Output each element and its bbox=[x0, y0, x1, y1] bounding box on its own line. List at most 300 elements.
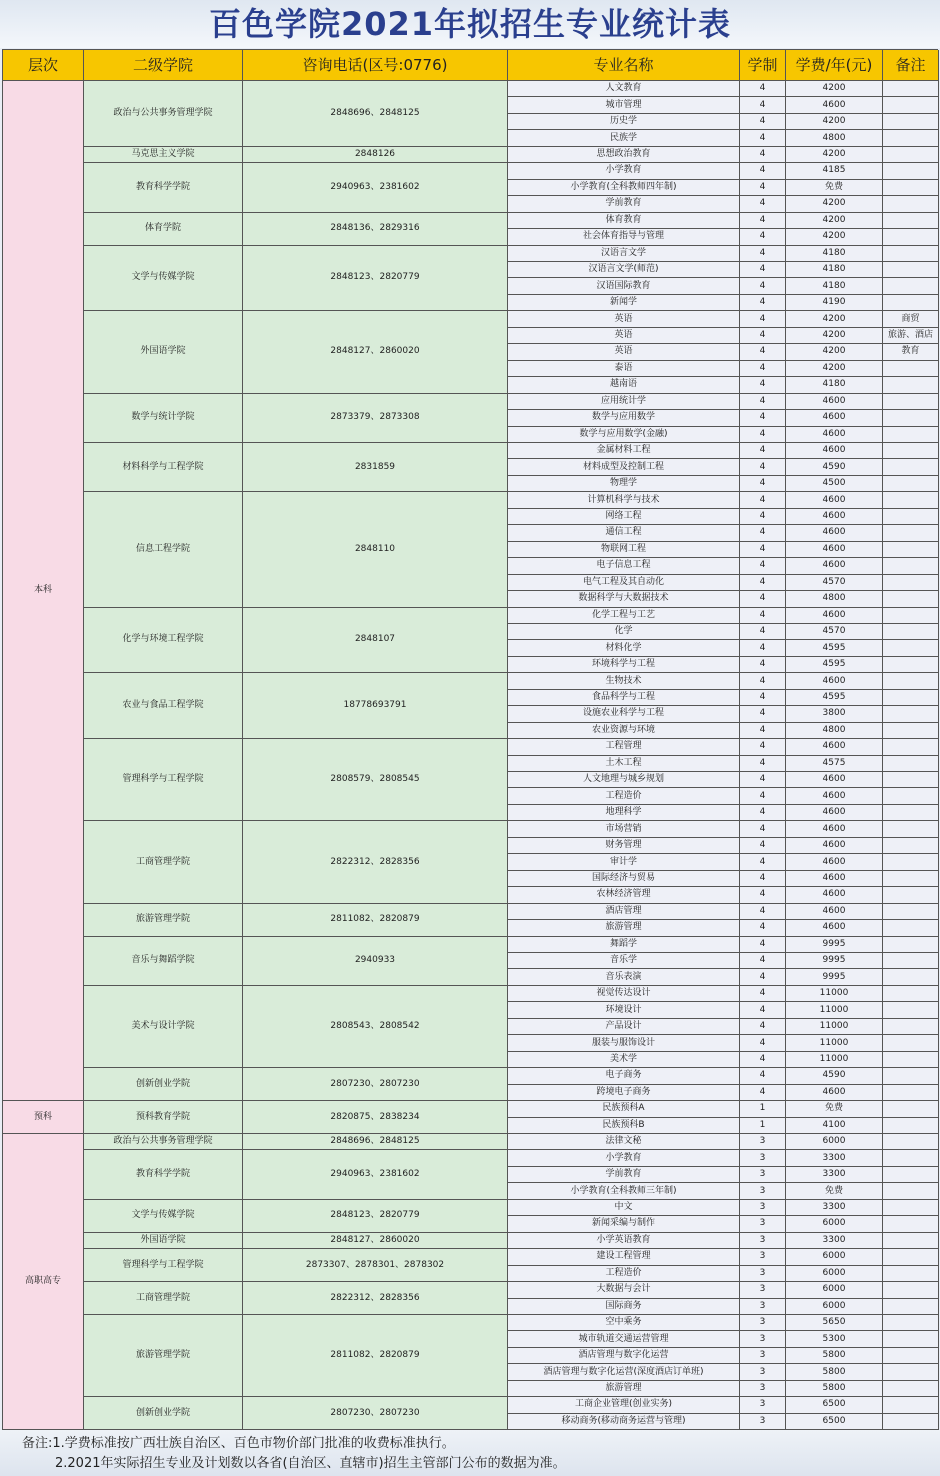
years-cell: 4 bbox=[740, 344, 786, 360]
major-cell: 环境设计 bbox=[508, 1002, 740, 1018]
years-cell: 4 bbox=[740, 278, 786, 294]
fee-cell: 4575 bbox=[786, 756, 883, 772]
phone-cell: 2848123、2820779 bbox=[243, 1200, 508, 1233]
major-cell: 数学与应用数学(金融) bbox=[508, 427, 740, 443]
major-cell: 小学教育(全科教师三年制) bbox=[508, 1183, 740, 1199]
fee-cell: 6000 bbox=[786, 1282, 883, 1298]
years-cell: 4 bbox=[740, 1035, 786, 1051]
years-cell: 4 bbox=[740, 163, 786, 179]
years-cell: 4 bbox=[740, 476, 786, 492]
major-cell: 审计学 bbox=[508, 854, 740, 870]
note-cell bbox=[883, 723, 939, 739]
fee-cell: 4600 bbox=[786, 492, 883, 508]
college-cell: 马克思主义学院 bbox=[84, 147, 243, 163]
header-phone: 咨询电话(区号:0776) bbox=[243, 50, 508, 81]
years-cell: 3 bbox=[740, 1299, 786, 1315]
major-cell: 市场营销 bbox=[508, 821, 740, 837]
years-cell: 4 bbox=[740, 394, 786, 410]
fee-cell: 4200 bbox=[786, 344, 883, 360]
fee-cell: 4600 bbox=[786, 739, 883, 755]
major-cell: 旅游管理 bbox=[508, 920, 740, 936]
major-cell: 视觉传达设计 bbox=[508, 986, 740, 1002]
fee-cell: 4200 bbox=[786, 196, 883, 212]
fee-cell: 4200 bbox=[786, 311, 883, 327]
note-cell bbox=[883, 180, 939, 196]
note-cell bbox=[883, 410, 939, 426]
fee-cell: 4600 bbox=[786, 805, 883, 821]
years-cell: 4 bbox=[740, 937, 786, 953]
note-2: 2.2021年实际招生专业及计划数以各省(自治区、直辖市)招生主管部门公布的数据为准。 bbox=[55, 1456, 566, 1471]
years-cell: 4 bbox=[740, 920, 786, 936]
years-cell: 4 bbox=[740, 525, 786, 541]
major-cell: 酒店管理与数字化运营 bbox=[508, 1348, 740, 1364]
note-cell bbox=[883, 427, 939, 443]
college-cell: 工商管理学院 bbox=[84, 1282, 243, 1315]
fee-cell: 6500 bbox=[786, 1397, 883, 1413]
fee-cell: 6000 bbox=[786, 1134, 883, 1150]
major-cell: 英语 bbox=[508, 311, 740, 327]
note-cell bbox=[883, 805, 939, 821]
years-cell: 4 bbox=[740, 311, 786, 327]
college-cell: 管理科学与工程学院 bbox=[84, 739, 243, 821]
college-cell: 政治与公共事务管理学院 bbox=[84, 1134, 243, 1150]
note-cell bbox=[883, 887, 939, 903]
years-cell: 4 bbox=[740, 673, 786, 689]
years-cell: 4 bbox=[740, 196, 786, 212]
note-cell bbox=[883, 1233, 939, 1249]
fee-cell: 4600 bbox=[786, 772, 883, 788]
fee-cell: 4600 bbox=[786, 394, 883, 410]
fee-cell: 4200 bbox=[786, 147, 883, 163]
college-cell: 旅游管理学院 bbox=[84, 1315, 243, 1397]
major-cell: 汉语言文学 bbox=[508, 246, 740, 262]
phone-cell: 2808543、2808542 bbox=[243, 986, 508, 1068]
note-cell bbox=[883, 1035, 939, 1051]
note-cell bbox=[883, 953, 939, 969]
years-cell: 4 bbox=[740, 443, 786, 459]
years-cell: 4 bbox=[740, 690, 786, 706]
phone-cell: 2822312、2828356 bbox=[243, 821, 508, 903]
note-cell: 旅游、酒店 bbox=[883, 328, 939, 344]
fee-cell: 免费 bbox=[786, 1101, 883, 1117]
years-cell: 3 bbox=[740, 1266, 786, 1282]
major-cell: 汉语言文学(师范) bbox=[508, 262, 740, 278]
college-cell: 创新创业学院 bbox=[84, 1397, 243, 1430]
years-cell: 4 bbox=[740, 608, 786, 624]
note-cell bbox=[883, 1101, 939, 1117]
fee-cell: 4180 bbox=[786, 246, 883, 262]
note-cell bbox=[883, 1249, 939, 1265]
note-cell bbox=[883, 114, 939, 130]
fee-cell: 4200 bbox=[786, 81, 883, 97]
major-cell: 生物技术 bbox=[508, 673, 740, 689]
years-cell: 3 bbox=[740, 1183, 786, 1199]
years-cell: 4 bbox=[740, 591, 786, 607]
major-cell: 国际经济与贸易 bbox=[508, 871, 740, 887]
note-cell bbox=[883, 1414, 939, 1430]
phone-cell: 2811082、2820879 bbox=[243, 904, 508, 937]
note-cell bbox=[883, 591, 939, 607]
major-cell: 民族预科B bbox=[508, 1118, 740, 1134]
college-cell: 创新创业学院 bbox=[84, 1068, 243, 1101]
header-years: 学制 bbox=[740, 50, 786, 81]
years-cell: 3 bbox=[740, 1414, 786, 1430]
fee-cell: 4180 bbox=[786, 377, 883, 393]
note-cell bbox=[883, 657, 939, 673]
years-cell: 4 bbox=[740, 1002, 786, 1018]
major-cell: 小学教育 bbox=[508, 163, 740, 179]
note-cell bbox=[883, 196, 939, 212]
fee-cell: 6000 bbox=[786, 1249, 883, 1265]
fee-cell: 4600 bbox=[786, 558, 883, 574]
major-cell: 金属材料工程 bbox=[508, 443, 740, 459]
years-cell: 4 bbox=[740, 492, 786, 508]
note-cell bbox=[883, 1183, 939, 1199]
note-cell bbox=[883, 986, 939, 1002]
years-cell: 4 bbox=[740, 854, 786, 870]
note-cell bbox=[883, 295, 939, 311]
fee-cell: 4600 bbox=[786, 97, 883, 113]
major-cell: 小学英语教育 bbox=[508, 1233, 740, 1249]
college-cell: 外国语学院 bbox=[84, 311, 243, 393]
college-cell: 外国语学院 bbox=[84, 1233, 243, 1249]
years-cell: 4 bbox=[740, 114, 786, 130]
fee-cell: 5650 bbox=[786, 1315, 883, 1331]
note-cell bbox=[883, 1348, 939, 1364]
phone-cell: 2940933 bbox=[243, 937, 508, 986]
note-cell bbox=[883, 130, 939, 146]
years-cell: 4 bbox=[740, 81, 786, 97]
years-cell: 3 bbox=[740, 1200, 786, 1216]
major-cell: 物理学 bbox=[508, 476, 740, 492]
fee-cell: 4600 bbox=[786, 427, 883, 443]
major-cell: 小学教育 bbox=[508, 1150, 740, 1166]
fee-cell: 4600 bbox=[786, 904, 883, 920]
fee-cell: 9995 bbox=[786, 969, 883, 985]
years-cell: 4 bbox=[740, 838, 786, 854]
major-cell: 设施农业科学与工程 bbox=[508, 706, 740, 722]
fee-cell: 11000 bbox=[786, 1052, 883, 1068]
note-cell bbox=[883, 969, 939, 985]
phone-cell: 2873379、2873308 bbox=[243, 394, 508, 443]
major-cell: 舞蹈学 bbox=[508, 937, 740, 953]
major-cell: 民族学 bbox=[508, 130, 740, 146]
major-cell: 历史学 bbox=[508, 114, 740, 130]
note-cell bbox=[883, 854, 939, 870]
note-cell: 商贸 bbox=[883, 311, 939, 327]
note-cell bbox=[883, 229, 939, 245]
major-cell: 泰语 bbox=[508, 361, 740, 377]
fee-cell: 5300 bbox=[786, 1331, 883, 1347]
fee-cell: 4600 bbox=[786, 838, 883, 854]
note-cell bbox=[883, 1068, 939, 1084]
fee-cell: 4590 bbox=[786, 1068, 883, 1084]
major-cell: 国际商务 bbox=[508, 1299, 740, 1315]
college-cell: 信息工程学院 bbox=[84, 492, 243, 607]
major-cell: 城市轨道交通运营管理 bbox=[508, 1331, 740, 1347]
years-cell: 4 bbox=[740, 969, 786, 985]
note-cell bbox=[883, 871, 939, 887]
years-cell: 4 bbox=[740, 657, 786, 673]
level-cell: 高职高专 bbox=[3, 1134, 84, 1430]
fee-cell: 5800 bbox=[786, 1348, 883, 1364]
years-cell: 4 bbox=[740, 1019, 786, 1035]
fee-cell: 5800 bbox=[786, 1381, 883, 1397]
note-cell bbox=[883, 492, 939, 508]
years-cell: 4 bbox=[740, 427, 786, 443]
phone-cell: 2848696、2848125 bbox=[243, 81, 508, 147]
fee-cell: 4100 bbox=[786, 1118, 883, 1134]
college-cell: 工商管理学院 bbox=[84, 821, 243, 903]
college-cell: 政治与公共事务管理学院 bbox=[84, 81, 243, 147]
note-cell bbox=[883, 1200, 939, 1216]
note-cell: 教育 bbox=[883, 344, 939, 360]
fee-cell: 6000 bbox=[786, 1299, 883, 1315]
note-cell bbox=[883, 443, 939, 459]
phone-cell: 2811082、2820879 bbox=[243, 1315, 508, 1397]
major-cell: 化学工程与工艺 bbox=[508, 608, 740, 624]
years-cell: 4 bbox=[740, 542, 786, 558]
fee-cell: 4185 bbox=[786, 163, 883, 179]
note-cell bbox=[883, 838, 939, 854]
major-cell: 电气工程及其自动化 bbox=[508, 575, 740, 591]
major-cell: 酒店管理与数字化运营(深度酒店订单班) bbox=[508, 1364, 740, 1380]
level-cell: 预科 bbox=[3, 1101, 84, 1134]
years-cell: 4 bbox=[740, 986, 786, 1002]
fee-cell: 4190 bbox=[786, 295, 883, 311]
fee-cell: 4570 bbox=[786, 624, 883, 640]
phone-cell: 2848127、2860020 bbox=[243, 311, 508, 393]
major-cell: 工程造价 bbox=[508, 1266, 740, 1282]
years-cell: 4 bbox=[740, 887, 786, 903]
years-cell: 4 bbox=[740, 147, 786, 163]
years-cell: 4 bbox=[740, 788, 786, 804]
note-cell bbox=[883, 278, 939, 294]
years-cell: 4 bbox=[740, 262, 786, 278]
years-cell: 3 bbox=[740, 1233, 786, 1249]
fee-cell: 11000 bbox=[786, 1019, 883, 1035]
fee-cell: 4595 bbox=[786, 657, 883, 673]
fee-cell: 4600 bbox=[786, 410, 883, 426]
years-cell: 3 bbox=[740, 1315, 786, 1331]
note-cell bbox=[883, 624, 939, 640]
major-cell: 电子信息工程 bbox=[508, 558, 740, 574]
phone-cell: 2848110 bbox=[243, 492, 508, 607]
note-cell bbox=[883, 756, 939, 772]
note-cell bbox=[883, 81, 939, 97]
years-cell: 4 bbox=[740, 706, 786, 722]
major-cell: 空中乘务 bbox=[508, 1315, 740, 1331]
note-cell bbox=[883, 1397, 939, 1413]
major-cell: 美术学 bbox=[508, 1052, 740, 1068]
major-cell: 中文 bbox=[508, 1200, 740, 1216]
note-cell bbox=[883, 1266, 939, 1282]
note-cell bbox=[883, 1216, 939, 1232]
fee-cell: 4570 bbox=[786, 575, 883, 591]
note-cell bbox=[883, 262, 939, 278]
fee-cell: 4600 bbox=[786, 509, 883, 525]
years-cell: 1 bbox=[740, 1101, 786, 1117]
major-cell: 社会体育指导与管理 bbox=[508, 229, 740, 245]
college-cell: 旅游管理学院 bbox=[84, 904, 243, 937]
major-cell: 音乐表演 bbox=[508, 969, 740, 985]
fee-cell: 4600 bbox=[786, 673, 883, 689]
major-cell: 环境科学与工程 bbox=[508, 657, 740, 673]
major-cell: 建设工程管理 bbox=[508, 1249, 740, 1265]
footnotes bbox=[22, 1434, 566, 1474]
fee-cell: 4600 bbox=[786, 788, 883, 804]
note-cell bbox=[883, 1052, 939, 1068]
phone-cell: 2808579、2808545 bbox=[243, 739, 508, 821]
note-cell bbox=[883, 1002, 939, 1018]
major-cell: 小学教育(全科教师四年制) bbox=[508, 180, 740, 196]
note-cell bbox=[883, 1167, 939, 1183]
years-cell: 4 bbox=[740, 739, 786, 755]
note-cell bbox=[883, 525, 939, 541]
fee-cell: 4180 bbox=[786, 278, 883, 294]
note-cell bbox=[883, 1364, 939, 1380]
fee-cell: 6000 bbox=[786, 1266, 883, 1282]
page-title: 百色学院2021年拟招生专业统计表 bbox=[208, 5, 732, 43]
phone-cell: 2822312、2828356 bbox=[243, 1282, 508, 1315]
years-cell: 3 bbox=[740, 1150, 786, 1166]
fee-cell: 6500 bbox=[786, 1414, 883, 1430]
years-cell: 4 bbox=[740, 328, 786, 344]
phone-cell: 2807230、2807230 bbox=[243, 1068, 508, 1101]
major-cell: 思想政治教育 bbox=[508, 147, 740, 163]
major-cell: 食品科学与工程 bbox=[508, 690, 740, 706]
major-cell: 计算机科学与技术 bbox=[508, 492, 740, 508]
note-cell bbox=[883, 1299, 939, 1315]
note-cell bbox=[883, 361, 939, 377]
note-cell bbox=[883, 1134, 939, 1150]
note-cell bbox=[883, 509, 939, 525]
major-cell: 体育教育 bbox=[508, 213, 740, 229]
major-cell: 法律文秘 bbox=[508, 1134, 740, 1150]
years-cell: 3 bbox=[740, 1216, 786, 1232]
college-cell: 音乐与舞蹈学院 bbox=[84, 937, 243, 986]
note-cell bbox=[883, 821, 939, 837]
major-cell: 酒店管理 bbox=[508, 904, 740, 920]
fee-cell: 4800 bbox=[786, 130, 883, 146]
major-cell: 移动商务(移动商务运营与管理) bbox=[508, 1414, 740, 1430]
phone-cell: 2873307、2878301、2878302 bbox=[243, 1249, 508, 1282]
major-cell: 数据科学与大数据技术 bbox=[508, 591, 740, 607]
major-cell: 民族预科A bbox=[508, 1101, 740, 1117]
years-cell: 4 bbox=[740, 213, 786, 229]
years-cell: 4 bbox=[740, 805, 786, 821]
college-cell: 教育科学学院 bbox=[84, 163, 243, 212]
note-cell bbox=[883, 575, 939, 591]
fee-cell: 免费 bbox=[786, 1183, 883, 1199]
college-cell: 管理科学与工程学院 bbox=[84, 1249, 243, 1282]
fee-cell: 4600 bbox=[786, 871, 883, 887]
fee-cell: 4600 bbox=[786, 920, 883, 936]
years-cell: 4 bbox=[740, 1052, 786, 1068]
years-cell: 4 bbox=[740, 1068, 786, 1084]
fee-cell: 4800 bbox=[786, 723, 883, 739]
major-cell: 新闻采编与制作 bbox=[508, 1216, 740, 1232]
note-cell bbox=[883, 640, 939, 656]
note-cell bbox=[883, 1118, 939, 1134]
years-cell: 4 bbox=[740, 459, 786, 475]
note-cell bbox=[883, 97, 939, 113]
major-cell: 越南语 bbox=[508, 377, 740, 393]
major-cell: 英语 bbox=[508, 344, 740, 360]
years-cell: 4 bbox=[740, 377, 786, 393]
fee-cell: 4200 bbox=[786, 213, 883, 229]
majors-table bbox=[2, 49, 938, 1430]
fee-cell: 4200 bbox=[786, 328, 883, 344]
note-cell bbox=[883, 673, 939, 689]
fee-cell: 3300 bbox=[786, 1150, 883, 1166]
major-cell: 材料成型及控制工程 bbox=[508, 459, 740, 475]
fee-cell: 4600 bbox=[786, 525, 883, 541]
note-cell bbox=[883, 163, 939, 179]
fee-cell: 4180 bbox=[786, 262, 883, 278]
years-cell: 3 bbox=[740, 1397, 786, 1413]
phone-cell: 2848126 bbox=[243, 147, 508, 163]
years-cell: 4 bbox=[740, 756, 786, 772]
major-cell: 农业资源与环境 bbox=[508, 723, 740, 739]
phone-cell: 2848136、2829316 bbox=[243, 213, 508, 246]
fee-cell: 4200 bbox=[786, 114, 883, 130]
fee-cell: 4600 bbox=[786, 542, 883, 558]
major-cell: 化学 bbox=[508, 624, 740, 640]
years-cell: 4 bbox=[740, 361, 786, 377]
major-cell: 汉语国际教育 bbox=[508, 278, 740, 294]
years-cell: 3 bbox=[740, 1364, 786, 1380]
header-fee: 学费/年(元) bbox=[786, 50, 883, 81]
note-cell bbox=[883, 459, 939, 475]
note-cell bbox=[883, 1331, 939, 1347]
years-cell: 4 bbox=[740, 180, 786, 196]
fee-cell: 4600 bbox=[786, 443, 883, 459]
note-cell bbox=[883, 213, 939, 229]
major-cell: 通信工程 bbox=[508, 525, 740, 541]
major-cell: 产品设计 bbox=[508, 1019, 740, 1035]
years-cell: 4 bbox=[740, 871, 786, 887]
years-cell: 4 bbox=[740, 509, 786, 525]
college-cell: 文学与传媒学院 bbox=[84, 1200, 243, 1233]
note-cell bbox=[883, 542, 939, 558]
fee-cell: 4200 bbox=[786, 361, 883, 377]
years-cell: 4 bbox=[740, 772, 786, 788]
major-cell: 土木工程 bbox=[508, 756, 740, 772]
major-cell: 城市管理 bbox=[508, 97, 740, 113]
note-cell bbox=[883, 476, 939, 492]
major-cell: 服装与服饰设计 bbox=[508, 1035, 740, 1051]
fee-cell: 4600 bbox=[786, 821, 883, 837]
level-cell: 本科 bbox=[3, 81, 84, 1101]
major-cell: 材料化学 bbox=[508, 640, 740, 656]
fee-cell: 4200 bbox=[786, 229, 883, 245]
note-cell bbox=[883, 788, 939, 804]
fee-cell: 3800 bbox=[786, 706, 883, 722]
college-cell: 数学与统计学院 bbox=[84, 394, 243, 443]
major-cell: 旅游管理 bbox=[508, 1381, 740, 1397]
years-cell: 3 bbox=[740, 1331, 786, 1347]
phone-cell: 2940963、2381602 bbox=[243, 163, 508, 212]
years-cell: 4 bbox=[740, 821, 786, 837]
major-cell: 应用统计学 bbox=[508, 394, 740, 410]
major-cell: 人文地理与城乡规划 bbox=[508, 772, 740, 788]
years-cell: 4 bbox=[740, 904, 786, 920]
note-cell bbox=[883, 706, 939, 722]
major-cell: 数学与应用数学 bbox=[508, 410, 740, 426]
note-cell bbox=[883, 937, 939, 953]
major-cell: 网络工程 bbox=[508, 509, 740, 525]
